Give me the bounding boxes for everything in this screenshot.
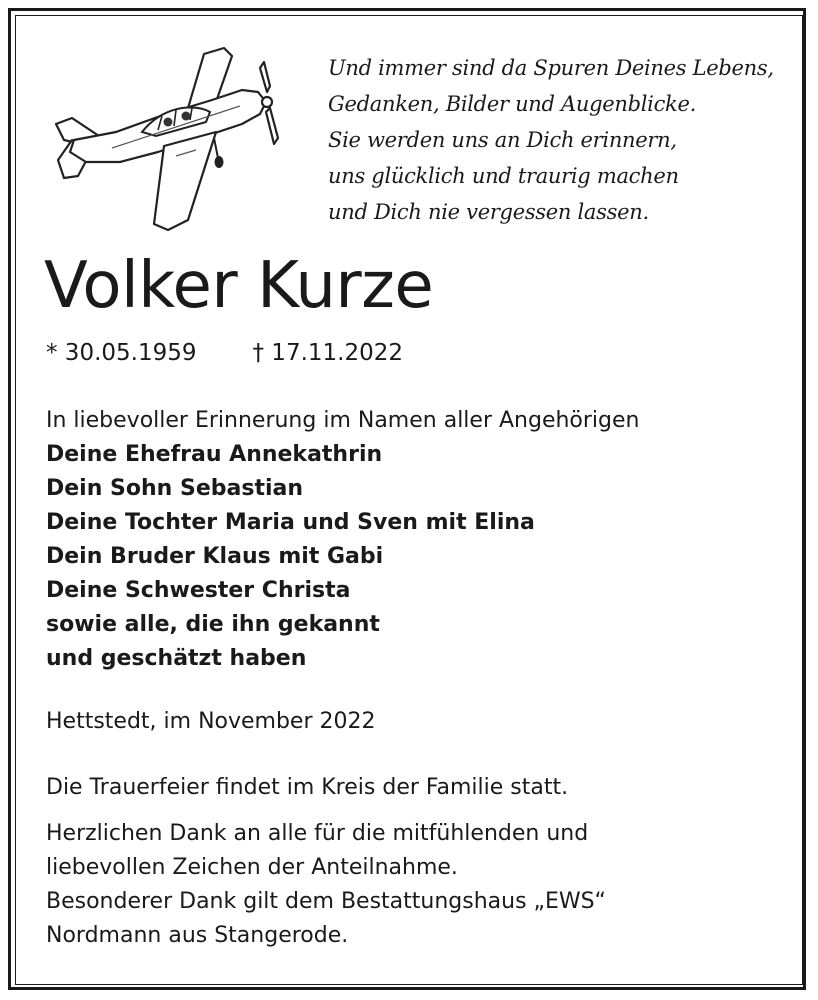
thanks-line: Herzlichen Dank an alle für die mitfühlenden und [46, 821, 589, 846]
mourner-line: Deine Ehefrau Annekathrin [46, 442, 383, 467]
place-and-date: Hettstedt, im November 2022 [46, 709, 376, 734]
thanks-line: liebevollen Zeichen der Anteilnahme. [46, 855, 458, 880]
mourner-line: sowie alle, die ihn gekannt [46, 612, 380, 637]
poem-line: Sie werden uns an Dich erinnern, [328, 128, 677, 152]
thanks-line: Nordmann aus Stangerode. [46, 923, 349, 948]
thanks-note [46, 817, 786, 953]
mourner-line: Deine Schwester Christa [46, 578, 351, 603]
mourners-list [46, 438, 786, 676]
birth-date: * 30.05.1959 [46, 340, 197, 366]
mourner-line: Dein Bruder Klaus mit Gabi [46, 544, 384, 569]
poem-line: und Dich nie vergessen lassen. [328, 200, 649, 224]
poem-line: Gedanken, Bilder und Augenblicke. [328, 92, 696, 116]
poem-line: Und immer sind da Spuren Deines Lebens, [328, 56, 774, 80]
deceased-name: Volker Kurze [44, 249, 434, 323]
funeral-service-note: Die Trauerfeier findet im Kreis der Familie statt. [46, 775, 569, 800]
thanks-line: Besonderer Dank gilt dem Bestattungshaus „EWS“ [46, 889, 606, 914]
mourner-line: Dein Sohn Sebastian [46, 476, 304, 501]
poem-line: uns glücklich und traurig machen [328, 164, 679, 188]
propeller-airplane-icon [46, 40, 286, 235]
memorial-poem [328, 50, 798, 230]
death-date: † 17.11.2022 [252, 340, 403, 366]
life-dates [46, 338, 403, 368]
mourner-line: Deine Tochter Maria und Sven mit Elina [46, 510, 535, 535]
mourners-intro: In liebevoller Erinnerung im Namen aller Angehörigen [46, 408, 640, 433]
mourner-line: und geschätzt haben [46, 646, 307, 671]
